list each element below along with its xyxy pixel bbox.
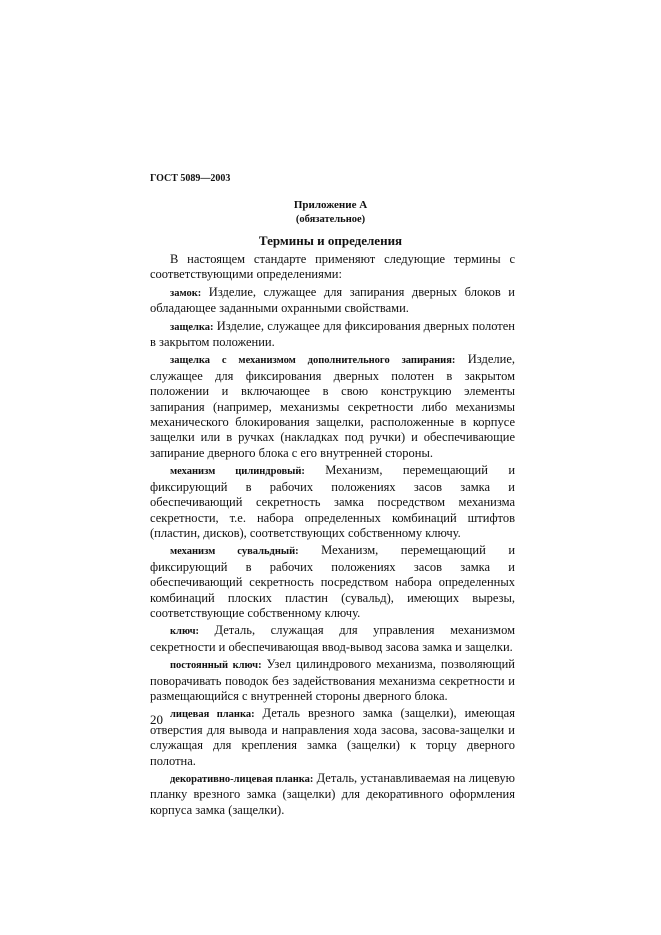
definition-term: механизм цилиндровый:: [170, 466, 305, 478]
definition-term: постоянный ключ:: [170, 660, 262, 672]
definition-paragraph: [150, 706, 515, 769]
definition-term: лицевая планка:: [170, 709, 255, 721]
definition-term: механизм сувальдный:: [170, 546, 299, 558]
definition-paragraph: [150, 319, 515, 351]
page-number: 20: [150, 712, 163, 727]
definition-paragraph: [150, 657, 515, 704]
definition-text: Механизм, перемещающий и фиксирующий в рабочих положениях засов замка и обеспечивающий секретность замка посредством механизма секретности, т.е. набора определенных комбинаций штифтов (пластин, дисков), соответствующих собственному ключу.: [150, 463, 516, 540]
definition-text: Изделие, служащее для запирания дверных блоков и обладающее заданными охранными свойствами.: [150, 284, 515, 316]
section-heading: Термины и определения: [258, 233, 403, 248]
definitions-body: [150, 252, 515, 820]
definition-term: декоративно-лицевая планка:: [170, 774, 314, 785]
appendix-title: Приложение А: [293, 199, 368, 211]
definition-text: Узел цилиндрового механизма, позволяющий поворачивать поводок без задействования механизма секретности и размещающийся с внутренней стороны дверного блока.: [150, 657, 515, 703]
definition-paragraph: [150, 352, 515, 461]
definition-paragraph: [150, 623, 515, 655]
definition-paragraph: [150, 463, 515, 541]
definition-term: защелка:: [170, 321, 214, 333]
appendix-status: (обязательное): [295, 214, 366, 225]
definition-text: Изделие, служащее для фиксирования дверных полотен в закрытом положении и включающее в свою конструкцию элементы запирания (например, механизмы секретности либо механизмы механического блокирования защелки, расположенные в корпусе защелки или в ручках (накладках под ручки) и обеспечивающие запирание дверного блока с его внутренней стороны.: [150, 352, 515, 460]
definition-paragraph: [150, 285, 515, 317]
intro-paragraph: В настоящем стандарте применяют следующие термины с соответствующими определениями:: [150, 252, 515, 282]
definition-text: Деталь, служащая для управления механизмом секретности и обеспечивающая ввод-вывод засова замка и защелки.: [150, 623, 515, 654]
definition-paragraph: [150, 771, 515, 818]
definition-term: ключ:: [170, 626, 199, 638]
definition-text: Деталь, устанавливаемая на лицевую планку врезного замка (защелки) для декоративного оформления корпуса замка (защелки).: [150, 771, 515, 817]
definition-term: замок:: [170, 287, 202, 299]
definition-text: Изделие, служащее для фиксирования дверных полотен в закрытом положении.: [150, 318, 515, 350]
definition-term: защелка с механизмом дополнительного запирания:: [170, 355, 456, 367]
document-header: ГОСТ 5089—2003: [150, 173, 231, 184]
definition-text: Деталь врезного замка (защелки), имеющая отверстия для вывода и направления хода засова, засова-защелки и служащая для крепления замка (защелки) к торцу дверного полотна.: [150, 706, 515, 768]
definition-text: Механизм, перемещающий и фиксирующий в рабочих положениях засов замка и обеспечивающий секретность посредством набора определенных комбинаций плоских пластин (сувальд), имеющих вырезы, соответствующие собственному ключу.: [150, 543, 516, 620]
definition-paragraph: [150, 543, 515, 621]
